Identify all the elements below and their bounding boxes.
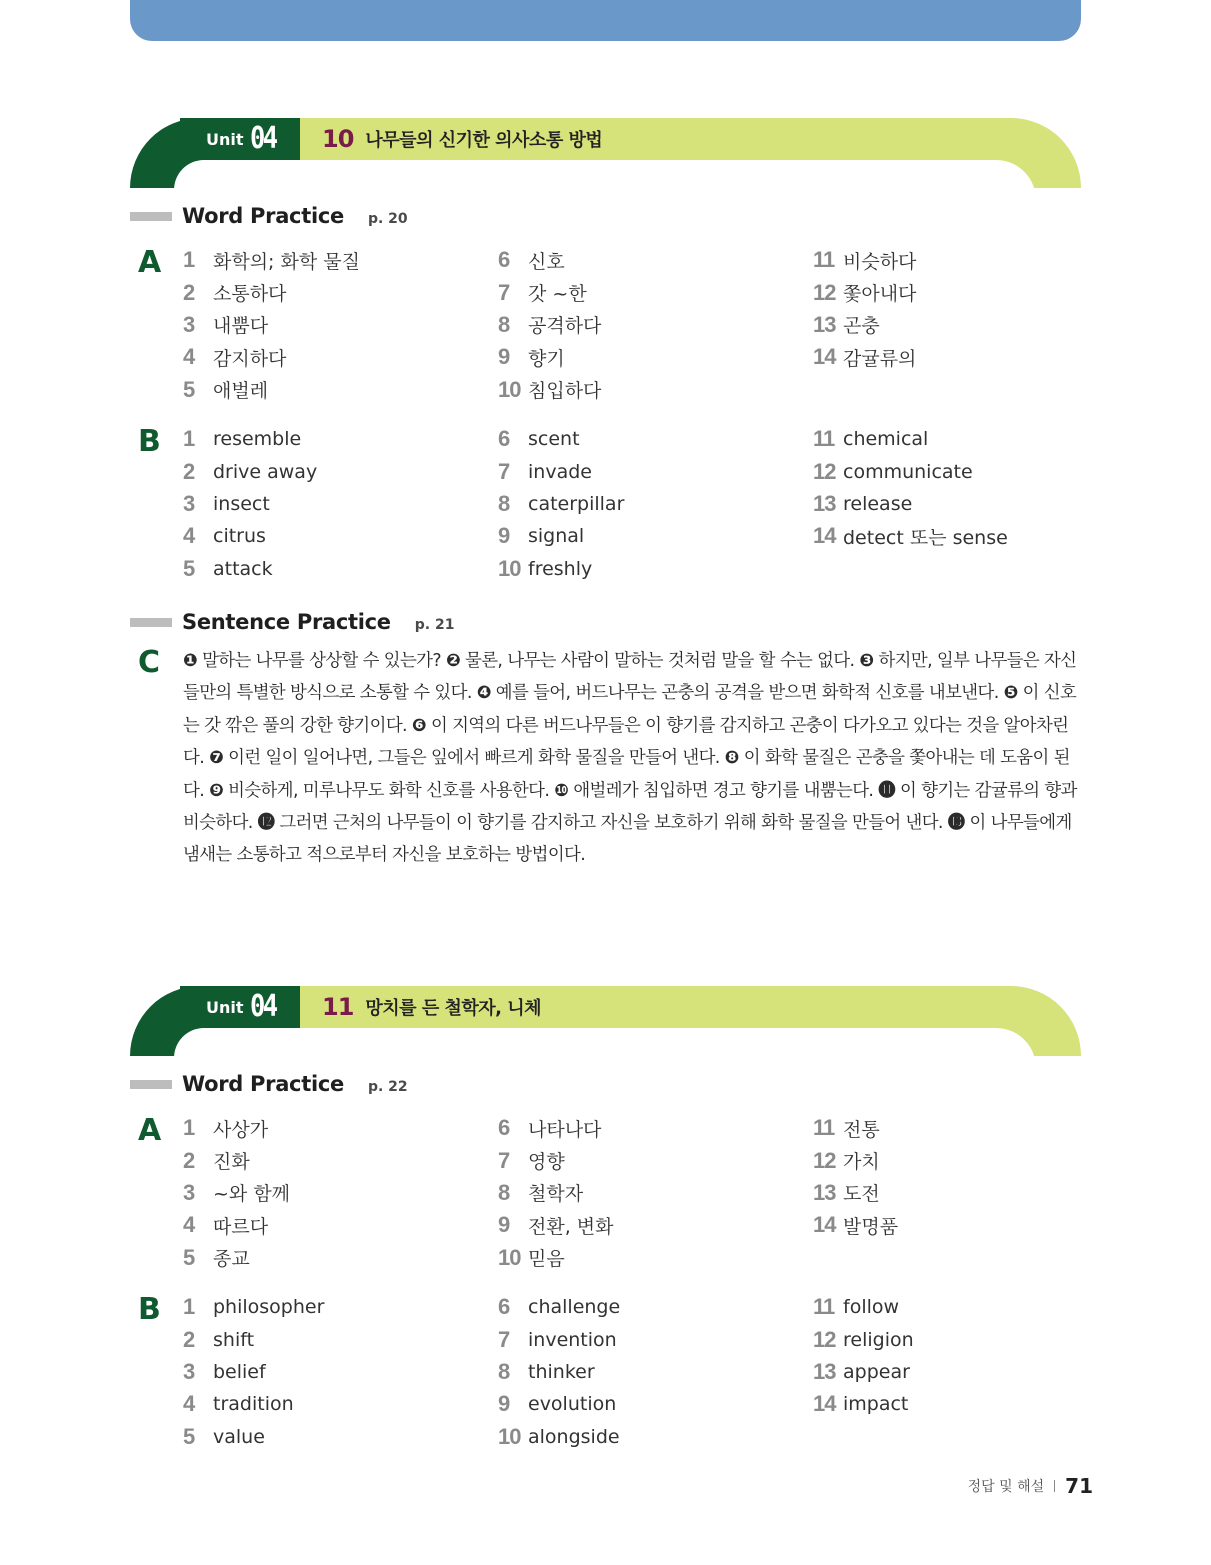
word-item-text: thinker (528, 1360, 595, 1383)
sentence-text: 물론, 나무는 사람이 말하는 것처럼 말을 할 수는 없다. (465, 651, 855, 671)
word-item-number: 14 (813, 344, 836, 370)
word-item-number: 6 (498, 426, 510, 452)
word-item-number: 4 (183, 344, 195, 370)
sentence-marker: ❽ (724, 748, 739, 769)
sentence-marker: ❶ (183, 651, 198, 671)
word-item (183, 488, 317, 520)
word-item-number: 4 (183, 1391, 195, 1417)
word-item (498, 1291, 620, 1323)
unit-badge (180, 986, 298, 1028)
word-column (183, 1291, 324, 1453)
word-item-number: 4 (183, 1212, 195, 1238)
section-letter-b: B (138, 424, 161, 459)
word-item-text: impact (843, 1393, 909, 1416)
page-number: 71 (1065, 1474, 1093, 1498)
word-item (183, 520, 317, 552)
sentence-text: 하지만, 일부 나무들은 자신들만의 특별한 방식으로 소통할 수 있다. (183, 651, 1077, 704)
word-item-text: 사상가 (213, 1118, 269, 1141)
sentence-text: 이 향기는 감귤류의 향과 비슷하다. (183, 780, 1077, 834)
unit-banner-lesson-11 (130, 986, 1081, 1056)
word-item (813, 1209, 898, 1241)
word-column (813, 1112, 898, 1242)
word-item-text: citrus (213, 525, 266, 548)
word-item (813, 341, 916, 373)
sentence-text: 이런 일이 일어나면, 그들은 잎에서 빠르게 화학 물질을 만들어 낸다. (228, 748, 720, 769)
sentence-text: 이 신호는 갓 깎은 풀의 강한 향기이다. (183, 683, 1077, 736)
word-item (183, 1388, 324, 1420)
word-item-text: 갓 ~한 (528, 283, 587, 306)
word-item-number: 10 (498, 1423, 521, 1449)
word-item (183, 1177, 290, 1209)
word-item-text: religion (843, 1328, 914, 1351)
word-column (183, 244, 360, 406)
unit-number: 04 (249, 121, 276, 156)
word-item-number: 13 (813, 1358, 836, 1384)
section-title: Word Practice (182, 1072, 344, 1096)
word-item-number: 12 (813, 279, 836, 305)
word-item-text: invade (528, 460, 592, 483)
word-item (813, 276, 916, 308)
word-item-text: 침입하다 (528, 380, 602, 403)
word-item-number: 1 (183, 426, 195, 452)
word-item-text: alongside (528, 1425, 620, 1448)
lesson-number: 11 (322, 993, 354, 1021)
word-item (813, 455, 1008, 487)
lesson-title: 나무들의 신기한 의사소통 방법 (365, 130, 603, 151)
word-column (498, 1112, 614, 1274)
page-reference: p. 22 (367, 1079, 408, 1095)
word-item (498, 1209, 614, 1241)
word-item-number: 9 (498, 523, 510, 549)
word-item-text: 공격하다 (528, 315, 602, 338)
word-item-text: 비슷하다 (843, 250, 917, 273)
word-item (183, 455, 317, 487)
word-item-number: 6 (498, 1115, 510, 1141)
word-item-number: 14 (813, 1391, 836, 1417)
unit-label: Unit (206, 129, 244, 149)
word-item-text: 소통하다 (213, 283, 287, 306)
word-item (183, 374, 360, 406)
sentence-marker: ❾ (209, 780, 224, 801)
sentence-marker: ❷ (445, 651, 461, 671)
word-item-text: 쫓아내다 (843, 283, 917, 306)
word-item-text: 곤충 (843, 315, 880, 338)
word-item (498, 1388, 620, 1420)
section-letter-a: A (138, 1113, 162, 1148)
word-column (498, 244, 601, 406)
word-item-number: 12 (813, 1147, 836, 1173)
word-column (813, 244, 916, 374)
word-item (498, 488, 624, 520)
word-item-number: 10 (498, 376, 521, 402)
footer-label: 정답 및 해설 (967, 1479, 1045, 1495)
word-item-text: 철학자 (528, 1183, 584, 1206)
word-item-number: 11 (813, 426, 835, 452)
sentence-marker: ❺ (1003, 683, 1018, 704)
word-item (183, 423, 317, 455)
word-item-text: value (213, 1425, 265, 1448)
word-item (498, 276, 601, 308)
section-letter-b: B (138, 1292, 161, 1327)
word-practice-heading (130, 204, 408, 228)
word-item (813, 423, 1008, 455)
word-item-text: drive away (213, 460, 318, 483)
word-item (498, 520, 624, 552)
unit-number: 04 (249, 989, 276, 1024)
word-item-number: 12 (813, 1326, 836, 1352)
sentence-text: 애벌레가 침입하면 경고 향기를 내뿜는다. (573, 780, 874, 801)
word-item-number: 5 (183, 376, 195, 402)
word-item-number: 2 (183, 458, 195, 484)
word-item-number: 10 (498, 555, 521, 581)
word-item (183, 1112, 290, 1144)
word-item-number: 5 (183, 1244, 195, 1270)
word-item-number: 1 (183, 247, 195, 273)
word-item-number: 5 (183, 555, 195, 581)
word-item-text: challenge (528, 1296, 621, 1319)
word-item (183, 309, 360, 341)
word-item (183, 276, 360, 308)
word-item-text: 전환, 변화 (528, 1215, 614, 1238)
word-item (183, 1421, 324, 1453)
word-item (183, 1144, 290, 1176)
sentence-marker: ❼ (209, 748, 224, 769)
word-item (813, 1112, 898, 1144)
word-item (498, 1421, 620, 1453)
word-item-text: 나타나다 (528, 1118, 602, 1141)
word-item-text: follow (843, 1296, 900, 1319)
word-item-text: philosopher (213, 1296, 325, 1319)
top-color-bar (130, 0, 1081, 41)
sentence-text: 이 지역의 다른 버드나무들은 이 향기를 감지하고 곤충이 다가오고 있다는 것을 알아차린다. (183, 715, 1069, 769)
word-item (183, 1209, 290, 1241)
page-reference: p. 21 (414, 617, 455, 633)
word-item-text: detect 또는 sense (843, 526, 1008, 549)
word-item (183, 341, 360, 373)
word-item-text: 도전 (843, 1183, 880, 1206)
lesson-title: 망치를 든 철학자, 니체 (365, 998, 542, 1019)
word-item-text: 종교 (213, 1248, 250, 1271)
sentence-marker: ⓫ (878, 780, 896, 801)
word-column (813, 423, 1008, 553)
word-item-number: 5 (183, 1423, 195, 1449)
word-item-text: 신호 (528, 250, 565, 273)
word-item-number: 7 (498, 279, 510, 305)
word-column (498, 1291, 620, 1453)
word-item-text: evolution (528, 1393, 617, 1416)
word-item-text: 믿음 (528, 1248, 565, 1271)
word-item-text: shift (213, 1328, 255, 1351)
word-item-number: 9 (498, 344, 510, 370)
word-item-text: 내뿜다 (213, 315, 269, 338)
word-item-number: 1 (183, 1294, 195, 1320)
word-item-number: 11 (813, 1115, 835, 1141)
word-item-number: 6 (498, 247, 510, 273)
word-item-number: 8 (498, 490, 510, 516)
word-item (498, 1177, 614, 1209)
word-column (813, 1291, 914, 1421)
word-practice-heading (130, 1072, 408, 1096)
word-item-text: insect (213, 492, 270, 515)
word-item-text: freshly (528, 557, 593, 580)
word-item-text: 향기 (528, 347, 565, 370)
word-item-text: 화학의; 화학 물질 (213, 250, 360, 273)
word-column (498, 423, 624, 585)
lesson-heading (322, 124, 602, 154)
word-item-number: 8 (498, 1179, 510, 1205)
sentence-text: 이 나무들에게 냄새는 소통하고 적으로부터 자신을 보호하는 방법이다. (183, 813, 1072, 866)
unit-badge (180, 118, 298, 160)
unit-banner-lesson-10 (130, 118, 1081, 188)
word-item (183, 1291, 324, 1323)
sentence-text: 비슷하게, 미루나무도 화학 신호를 사용한다. (228, 780, 550, 801)
section-letter-c: C (138, 645, 161, 680)
lesson-number: 10 (322, 125, 354, 153)
word-item-number: 2 (183, 1147, 195, 1173)
word-item-number: 3 (183, 311, 195, 337)
word-item (813, 520, 1008, 552)
word-item-text: 따르다 (213, 1215, 269, 1238)
word-item-number: 7 (498, 458, 510, 484)
page-reference: p. 20 (367, 211, 408, 227)
word-item-text: scent (528, 428, 580, 451)
sentence-practice-heading (130, 610, 454, 634)
word-item (183, 1323, 324, 1355)
lesson-heading (322, 992, 541, 1022)
word-item (498, 309, 601, 341)
word-item-number: 9 (498, 1212, 510, 1238)
word-item (498, 1242, 614, 1274)
word-item-text: signal (528, 525, 585, 548)
word-item-number: 13 (813, 490, 836, 516)
word-item-number: 2 (183, 279, 195, 305)
word-item (813, 244, 916, 276)
word-item (498, 341, 601, 373)
word-item-number: 6 (498, 1294, 510, 1320)
word-item-text: 감지하다 (213, 347, 287, 370)
word-item (498, 1112, 614, 1144)
word-item-text: resemble (213, 428, 302, 451)
word-item (183, 1356, 324, 1388)
word-item (813, 1323, 914, 1355)
sentence-marker: ❿ (554, 780, 569, 801)
word-item-text: 발명품 (843, 1215, 899, 1238)
word-item (183, 553, 317, 585)
word-item (813, 1356, 914, 1388)
sentence-practice-text (183, 645, 1081, 872)
word-item-text: 진화 (213, 1151, 250, 1174)
word-item-text: 전통 (843, 1118, 880, 1141)
word-item-number: 7 (498, 1147, 510, 1173)
word-item (498, 1356, 620, 1388)
word-item (813, 1177, 898, 1209)
sentence-marker: ⓭ (947, 813, 965, 834)
word-item-number: 14 (813, 523, 836, 549)
word-item (813, 309, 916, 341)
word-column (183, 1112, 290, 1274)
word-item-number: 12 (813, 458, 836, 484)
word-item-text: ~와 함께 (213, 1183, 291, 1206)
sentence-text: 말하는 나무를 상상할 수 있는가? (202, 651, 441, 671)
word-item-text: chemical (843, 428, 929, 451)
word-item (498, 1144, 614, 1176)
word-item-number: 3 (183, 1179, 195, 1205)
sentence-marker: ❻ (411, 715, 427, 736)
word-item-number: 1 (183, 1115, 195, 1141)
word-item-number: 13 (813, 311, 836, 337)
word-item-number: 3 (183, 490, 195, 516)
section-letter-a: A (138, 245, 162, 280)
word-item (813, 1144, 898, 1176)
word-item-text: belief (213, 1360, 266, 1383)
word-item (813, 1291, 914, 1323)
word-item (813, 488, 1008, 520)
word-item-number: 7 (498, 1326, 510, 1352)
word-item-text: 감귤류의 (843, 347, 917, 370)
section-title: Sentence Practice (182, 610, 391, 634)
word-item-number: 11 (813, 247, 835, 273)
word-item-number: 11 (813, 1294, 835, 1320)
word-item-number: 9 (498, 1391, 510, 1417)
word-item-text: 영향 (528, 1151, 565, 1174)
sentence-text: 예를 들어, 버드나무는 곤충의 공격을 받으면 화학적 신호를 내보낸다. (495, 683, 999, 704)
word-item (183, 244, 360, 276)
word-item-text: release (843, 492, 913, 515)
word-item-text: tradition (213, 1393, 294, 1416)
section-title: Word Practice (182, 204, 344, 228)
sentence-text: 그러면 근처의 나무들이 이 향기를 감지하고 자신을 보호하기 위해 화학 물질을 만들어 낸다. (279, 813, 943, 834)
word-column (183, 423, 317, 585)
word-item-number: 14 (813, 1212, 836, 1238)
word-item-number: 13 (813, 1179, 836, 1205)
word-item-number: 8 (498, 1358, 510, 1384)
word-item-text: caterpillar (528, 492, 625, 515)
sentence-marker: ❹ (476, 683, 491, 704)
word-item (498, 1323, 620, 1355)
word-item-number: 3 (183, 1358, 195, 1384)
word-item-text: invention (528, 1328, 617, 1351)
word-item-number: 8 (498, 311, 510, 337)
word-item-text: 애벌레 (213, 380, 269, 403)
word-item (498, 244, 601, 276)
word-item (498, 374, 601, 406)
word-item (498, 553, 624, 585)
page-footer (968, 1474, 1093, 1498)
unit-label: Unit (206, 997, 244, 1017)
word-item-number: 10 (498, 1244, 521, 1270)
word-item-text: attack (213, 557, 273, 580)
word-item-text: appear (843, 1360, 910, 1383)
word-item-number: 4 (183, 523, 195, 549)
word-item (183, 1242, 290, 1274)
sentence-text: 이 화학 물질은 곤충을 쫓아내는 데 도움이 된다. (183, 748, 1070, 801)
word-item (498, 455, 624, 487)
sentence-marker: ❸ (859, 651, 874, 671)
word-item-text: 가치 (843, 1151, 880, 1174)
sentence-marker: ⓬ (257, 813, 275, 834)
word-item-text: communicate (843, 460, 973, 483)
word-item (498, 423, 624, 455)
word-item (813, 1388, 914, 1420)
word-item-number: 2 (183, 1326, 195, 1352)
